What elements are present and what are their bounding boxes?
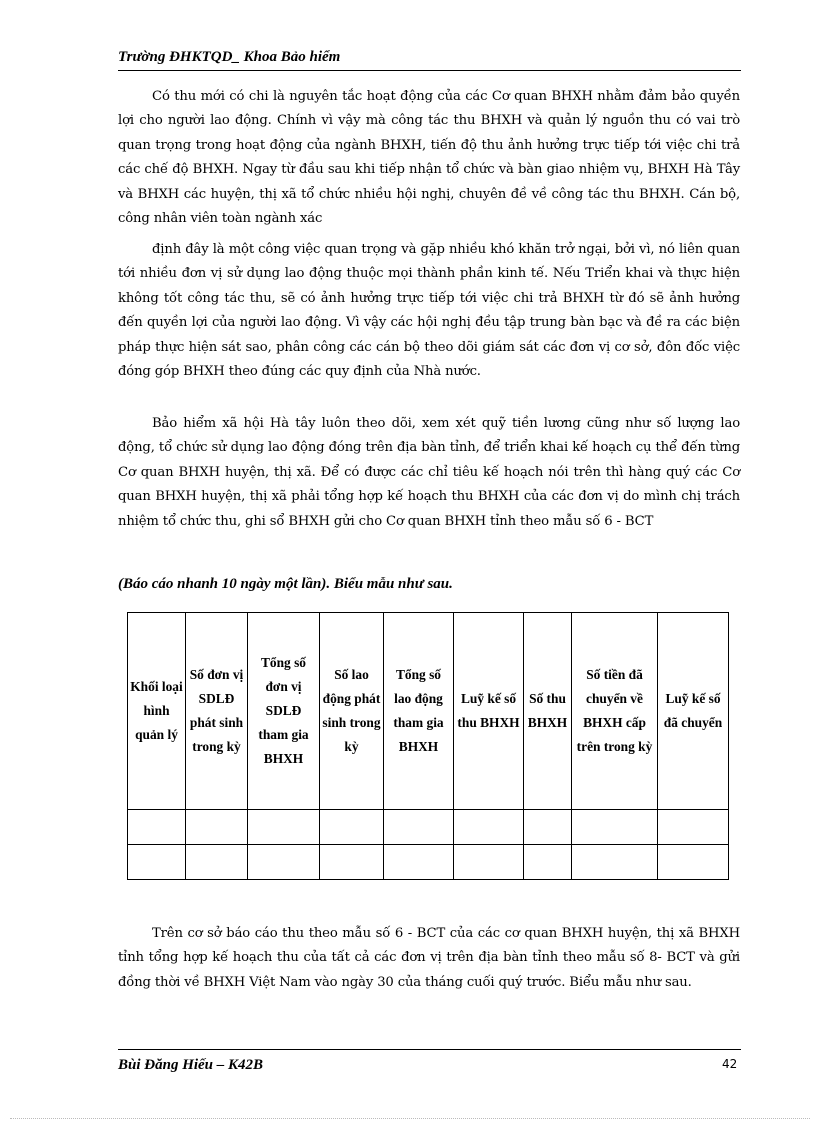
header-cell: Số đơn vị SDLĐ phát sinh trong kỳ [186, 613, 248, 810]
table-cell [572, 845, 658, 880]
table-cell [320, 810, 384, 845]
header-cell: Tổng số lao động tham gia BHXH [384, 613, 454, 810]
paragraph-3 [118, 412, 740, 534]
table-cell [128, 845, 186, 880]
paragraph-4 [118, 922, 740, 995]
page-header: Trường ĐHKTQD_ Khoa Bảo hiểm [118, 49, 341, 65]
table-row [128, 810, 729, 845]
table-cell [248, 810, 320, 845]
page-number: 42 [722, 1057, 738, 1071]
paragraph-text: Trên cơ sở báo cáo thu theo mẫu số 6 - BCT của các cơ quan BHXH huyện, thị xã BHXH tỉnh tổng hợp kế hoạch thu của tất cả các đơn vị trên địa bàn tỉnh theo mẫu số 8- BCT và gửi đồng thời về BHXH Việt Nam vào ngày 30 của tháng cuối quý trước. Biểu mẫu như sau. [118, 926, 740, 990]
table-cell [572, 810, 658, 845]
table-cell [454, 810, 524, 845]
table-cell [186, 845, 248, 880]
table-cell [384, 845, 454, 880]
table-caption: (Báo cáo nhanh 10 ngày một lần). Biểu mẫu như sau. [118, 576, 453, 592]
header-cell: Khối loại hình quản lý [128, 613, 186, 810]
header-cell: Số thu BHXH [524, 613, 572, 810]
table-header-row [128, 613, 729, 810]
table-cell [186, 810, 248, 845]
header-divider [118, 70, 741, 71]
table-cell [454, 845, 524, 880]
table-cell [384, 810, 454, 845]
paragraph-1 [118, 85, 740, 231]
table-cell [320, 845, 384, 880]
table-row [128, 845, 729, 880]
paragraph-text: Bảo hiểm xã hội Hà tây luôn theo dõi, xem xét quỹ tiền lương cũng như số lượng lao động, tổ chức sử dụng lao động đóng trên địa bàn tỉnh, để triển khai kế hoạch cụ thể đến từng Cơ quan BHXH huyện, thị xã. Để có được các chỉ tiêu kế hoạch nói trên thì hàng quý các Cơ quan BHXH huyện, thị xã phải tổng hợp kế hoạch thu BHXH của các đơn vị do mình chị trách nhiệm tổ chức thu, ghi sổ BHXH gửi cho Cơ quan BHXH tỉnh theo mẫu số 6 - BCT [118, 416, 740, 529]
table-cell [524, 845, 572, 880]
table-cell [128, 810, 186, 845]
footer-author: Bùi Đăng Hiếu – K42B [118, 1057, 264, 1073]
header-cell: Luỹ kế số đã chuyển [658, 613, 729, 810]
header-cell: Tổng số đơn vị SDLĐ tham gia BHXH [248, 613, 320, 810]
table-cell [658, 810, 729, 845]
paragraph-text: định đây là một công việc quan trọng và gặp nhiều khó khăn trở ngại, bởi vì, nó liên quan tới nhiều đơn vị sử dụng lao động thuộc mọi thành phần kinh tế. Nếu Triển khai và thực hiện không tốt công tác thu, sẽ có ảnh hưởng trực tiếp tới việc chi trả BHXH từ đó sẽ ảnh hưởng đến quyền lợi của người lao động. Vì vậy các hội nghị đều tập trung bàn bạc và đề ra các biện pháp thực hiện sát sao, phân công các cán bộ theo dõi giám sát các đơn vị cơ sở, đôn đốc việc đóng góp BHXH theo đúng các quy định của Nhà nước. [118, 242, 740, 380]
table-cell [248, 845, 320, 880]
table-cell [658, 845, 729, 880]
paragraph-2 [118, 238, 740, 384]
table-cell [524, 810, 572, 845]
header-cell: Luỹ kế số thu BHXH [454, 613, 524, 810]
header-cell: Số lao động phát sinh trong kỳ [320, 613, 384, 810]
footer-divider [118, 1049, 741, 1050]
header-cell: Số tiền đã chuyển về BHXH cấp trên trong kỳ [572, 613, 658, 810]
paragraph-text: Có thu mới có chi là nguyên tắc hoạt động của các Cơ quan BHXH nhằm đảm bảo quyền lợi cho người lao động. Chính vì vậy mà công tác thu BHXH và quản lý nguồn thu có vai trò quan trọng trong hoạt động của ngành BHXH, tiến độ thu ảnh hưởng trực tiếp tới việc chi trả các chế độ BHXH. Ngay từ đầu sau khi tiếp nhận tổ chức và bàn giao nhiệm vụ, BHXH Hà Tây và BHXH các huyện, thị xã tổ chức nhiều hội nghị, chuyên đề về công tác thu BHXH. Cán bộ, công nhân viên toàn ngành xác [118, 89, 740, 227]
page-edge-dots [10, 1118, 810, 1119]
report-form-table [127, 612, 729, 880]
